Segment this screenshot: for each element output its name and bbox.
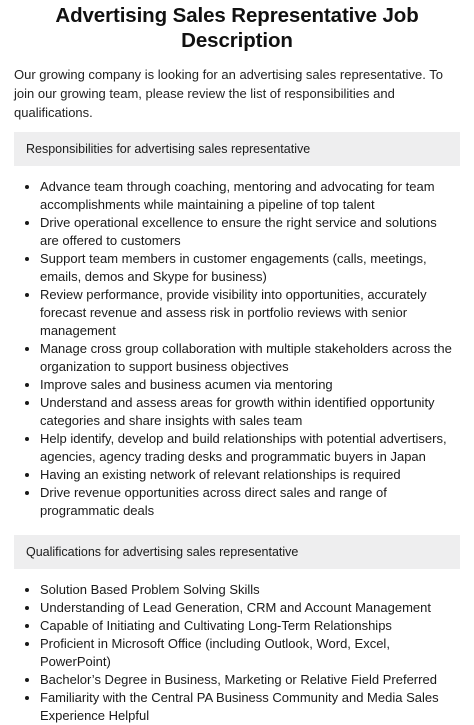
list-item: Proficient in Microsoft Office (including Outlook, Word, Excel, PowerPoint) [40,635,460,671]
list-item: Help identify, develop and build relationships with potential advertisers, agencies, agency trading desks and programmatic buyers in Japan [40,430,460,466]
qualifications-list [14,581,460,725]
responsibilities-list [14,178,460,520]
intro-paragraph: Our growing company is looking for an advertising sales representative. To join our growing team, please review the list of responsibilities and qualifications. [14,67,443,120]
list-item: Understand and assess areas for growth within identified opportunity categories and share insights with sales team [40,394,460,430]
list-item: Capable of Initiating and Cultivating Long-Term Relationships [40,617,460,635]
page-title: Advertising Sales Representative Job Description [55,4,419,52]
list-item: Manage cross group collaboration with multiple stakeholders across the organization to support business objectives [40,340,460,376]
list-item: Bachelor’s Degree in Business, Marketing or Relative Field Preferred [40,671,460,689]
list-item: Solution Based Problem Solving Skills [40,581,460,599]
list-item: Understanding of Lead Generation, CRM and Account Management [40,599,460,617]
qualifications-heading: Qualifications for advertising sales representative [14,535,460,569]
list-item: Drive operational excellence to ensure the right service and solutions are offered to customers [40,214,460,250]
list-item: Drive revenue opportunities across direct sales and range of programmatic deals [40,484,460,520]
list-item: Support team members in customer engagements (calls, meetings, emails, demos and Skype for business) [40,250,460,286]
list-item: Having an existing network of relevant relationships is required [40,466,460,484]
list-item: Advance team through coaching, mentoring and advocating for team accomplishments while maintaining a pipeline of top talent [40,178,460,214]
list-item: Familiarity with the Central PA Business Community and Media Sales Experience Helpful [40,689,460,725]
list-item: Review performance, provide visibility into opportunities, accurately forecast revenue and assess risk in portfolio reviews with senior management [40,286,460,340]
list-item: Improve sales and business acumen via mentoring [40,376,460,394]
responsibilities-heading: Responsibilities for advertising sales representative [14,132,460,166]
